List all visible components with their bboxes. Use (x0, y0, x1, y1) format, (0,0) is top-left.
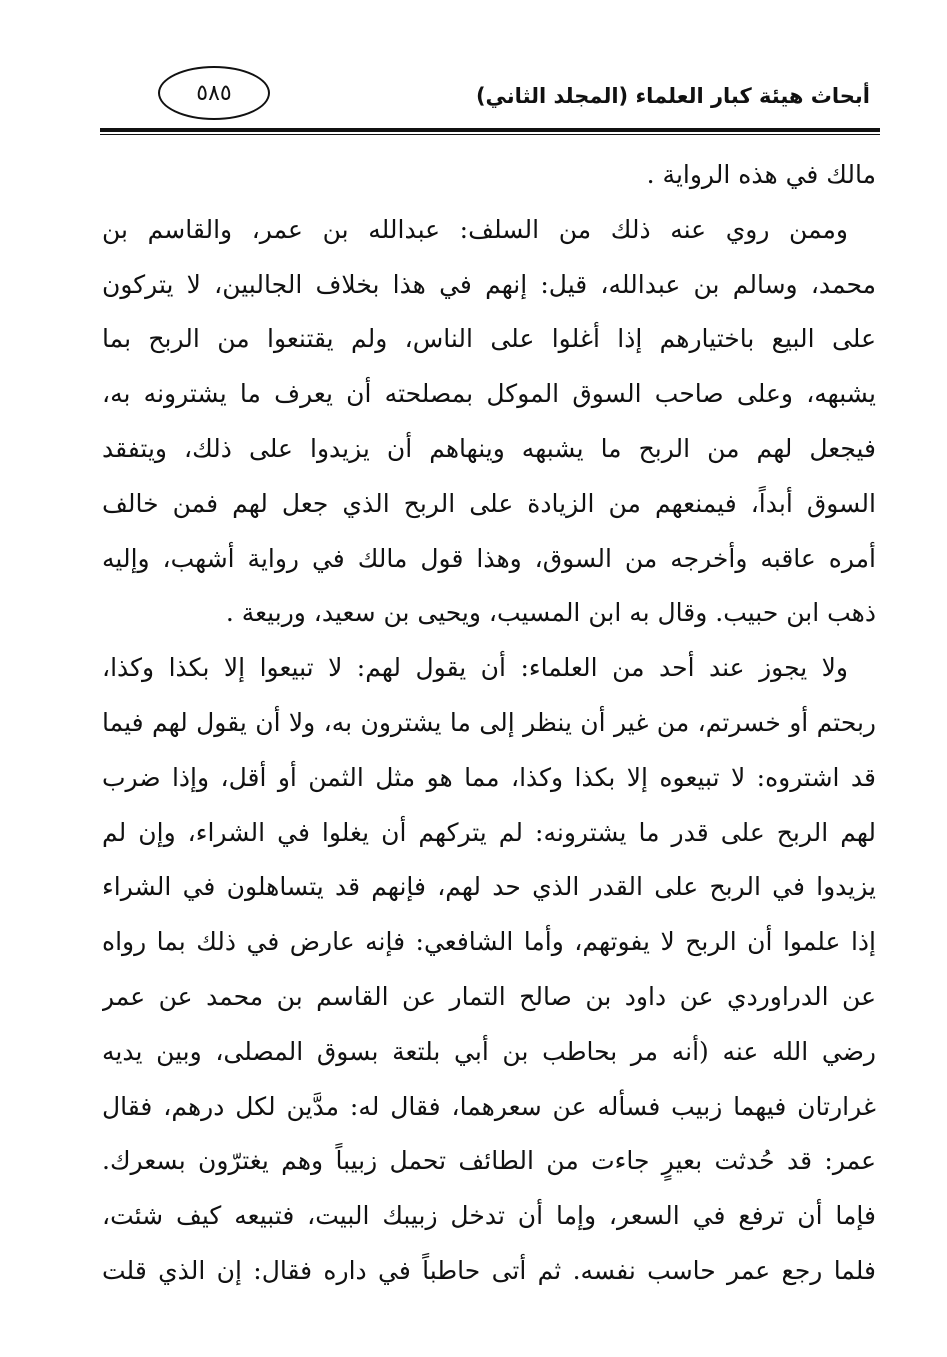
text-line: فإما أن ترفع في السعر، وإما أن تدخل زبيبك البيت، فتبيعه كيف شئت، (102, 1201, 876, 1231)
page-number: ٥٨٥ (158, 66, 270, 120)
text-line: قد اشتروه: لا تبيعوه إلا بكذا وكذا، مما هو مثل الثمن أو أقل، وإذا ضرب (102, 762, 876, 792)
text-line: فلما رجع عمر حاسب نفسه. ثم أتى حاطباً في داره فقال: إن الذي قلت (102, 1255, 876, 1285)
text-line: عمر: قد حُدثت بعيرٍ جاءت من الطائف تحمل زبيباً وهم يغترّون بسعرك. (102, 1146, 876, 1176)
text-line: لهم الربح على قدر ما يشترونه: لم يتركهم أن يغلوا في الشراء، وإن لم (102, 817, 876, 847)
text-line: محمد، وسالم بن عبدالله، قيل: إنهم في هذا بخلاف الجالبين، لا يتركون (102, 269, 876, 299)
text-line: فيجعل لهم من الربح ما يشبهه وينهاهم أن يزيدوا على ذلك، ويتفقد (102, 433, 876, 463)
text-line: ذهب ابن حبيب. وقال به ابن المسيب، ويحيى بن سعيد، وربيعة . (225, 598, 876, 628)
text-line: عن الدراوردي عن داود بن صالح التمار عن القاسم بن محمد عن عمر (102, 981, 876, 1011)
text-line: على البيع باختيارهم إذا أغلوا على الناس، ولم يقتنعوا من الربح بما (102, 324, 876, 354)
text-line: السوق أبداً، فيمنعهم من الزيادة على الربح الذي جعل لهم فمن خالف (102, 488, 876, 518)
body-text (102, 148, 876, 1299)
text-line: ولا يجوز عند أحد من العلماء: أن يقول لهم: لا تبيعوا إلا بكذا وكذا، (102, 653, 848, 683)
text-line: يشبهه، وعلى صاحب السوق الموكل بمصلحته أن يعرف ما يشترونه به، (102, 379, 876, 409)
text-line: أمره عاقبه وأخرجه من السوق، وهذا قول مالك في رواية أشهب، وإليه (102, 543, 876, 573)
text-line: يزيدوا في الربح على القدر الذي حد لهم، فإنهم قد يتساهلون في الشراء (102, 872, 876, 902)
header-rule-thick (100, 128, 880, 132)
text-line: إذا علموا أن الربح لا يفوتهم، وأما الشافعي: فإنه عارض في ذلك بما رواه (102, 927, 876, 957)
text-line: مالك في هذه الرواية . (646, 160, 876, 189)
header-rule-thin (100, 134, 880, 135)
text-line: غرارتان فيهما زبيب فسأله عن سعرهما، فقال له: مدَّين لكل درهم، فقال (102, 1091, 876, 1121)
running-header (100, 64, 880, 128)
text-line: رضي الله عنه (أنه مر بحاطب بن أبي بلتعة بسوق المصلى، وبين يديه (102, 1036, 876, 1066)
text-line: وممن روي عنه ذلك من السلف: عبدالله بن عمر، والقاسم بن (102, 214, 848, 244)
text-line: ربحتم أو خسرتم، من غير أن ينظر إلى ما يشترون به، ولا أن يقول لهم فيما (102, 707, 876, 737)
book-title: أبحاث هيئة كبار العلماء (المجلد الثاني) (475, 84, 870, 108)
